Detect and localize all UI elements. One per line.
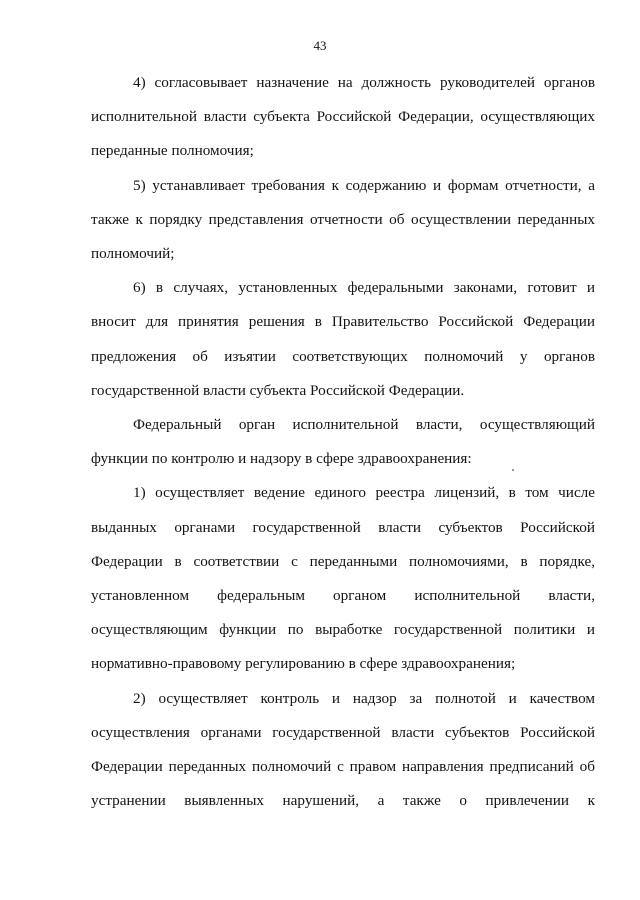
document-body xyxy=(91,66,595,818)
scan-speck xyxy=(512,469,514,471)
paragraph-item-5: 5) устанавливает требования к содержанию и формам отчетности, а также к порядку представления отчетности об осуществлении переданных полномочий; xyxy=(91,176,595,263)
paragraph-item-4: 4) согласовывает назначение на должность руководителей органов исполнительной власти субъекта Российской Федерации, осуществляющих переданные полномочия; xyxy=(91,74,595,160)
paragraph-item-2: 2) осуществляет контроль и надзор за полнотой и качеством осуществления органами государственной власти субъектов Российской Федерации переданных полномочий с правом направления предписаний об устранении выявленных нарушений, а также о привлечении к xyxy=(91,689,595,810)
page-number: 43 xyxy=(313,38,327,53)
paragraph-item-1: 1) осуществляет ведение единого реестра лицензий, в том числе выданных органами государственной власти субъектов Российской Федерации в соответствии с переданными полномочиями, в порядке, установленном федеральным органом исполнительной власти, осуществляющим функции по выработке государственной политики и нормативно-правовому регулированию в сфере здравоохранения; xyxy=(91,484,595,673)
paragraph-item-6: 6) в случаях, установленных федеральными законами, готовит и вносит для принятия решения в Правительство Российской Федерации предложения об изъятии соответствующих полномочий у органов государственной власти субъекта Российской Федерации. xyxy=(91,279,595,399)
paragraph-federal-organ-intro: Федеральный орган исполнительной власти, осуществляющий функции по контролю и надзору в сфере здравоохранения: xyxy=(91,416,595,468)
